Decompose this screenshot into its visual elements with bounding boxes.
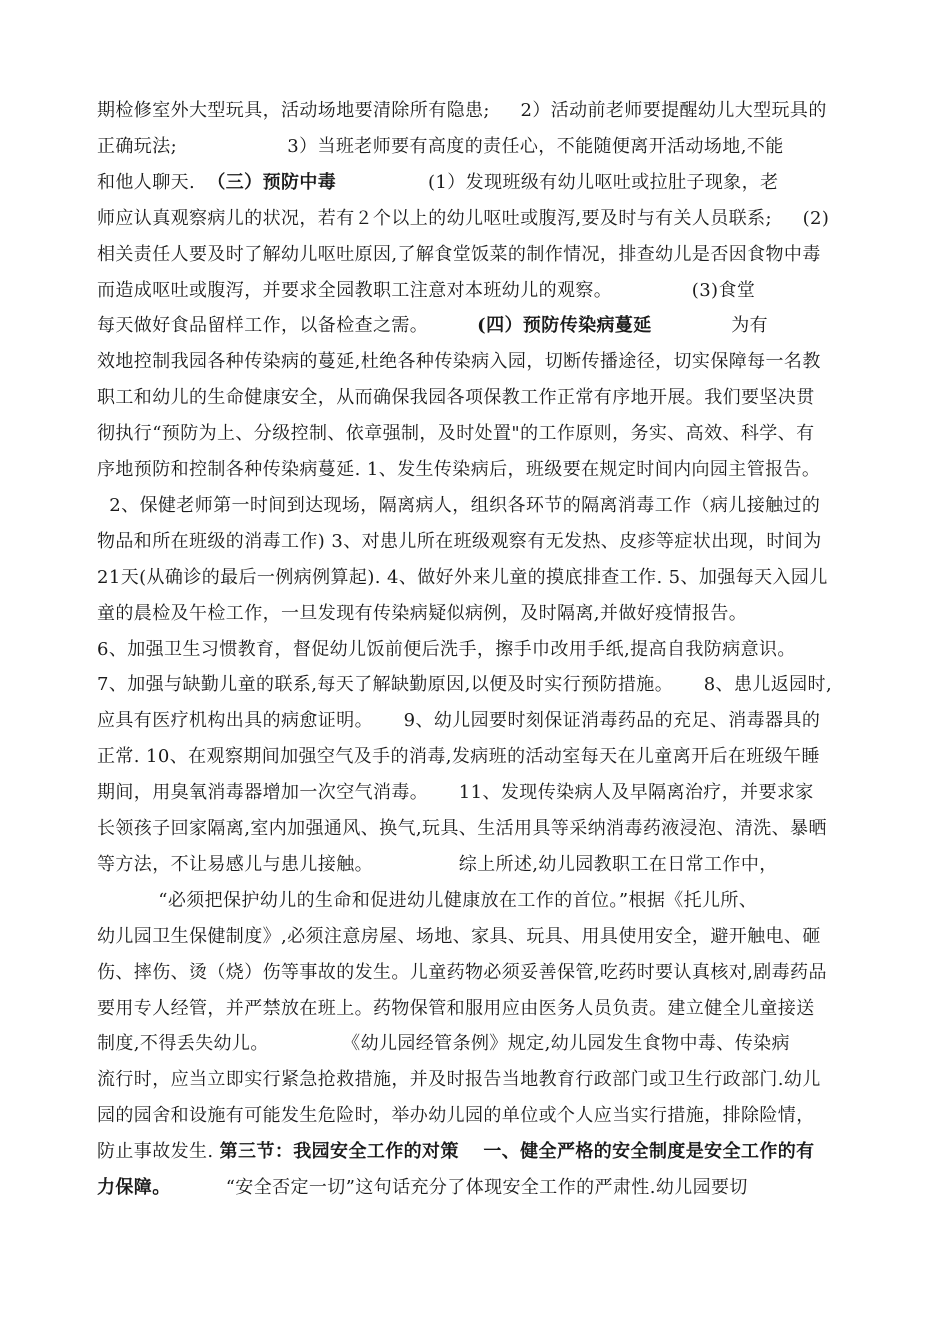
body-text: 效地控制我园各种传染病的蔓延,杜绝各种传染病入园，切断传播途径，切实保障每一名教 bbox=[97, 351, 821, 373]
body-text: 21天(从确诊的最后一例病例算起). 4、做好外来儿童的摸底排查工作. 5、加强每天入园儿 bbox=[97, 566, 828, 588]
text-line bbox=[97, 1028, 867, 1060]
body-text: 制度,不得丢失幼儿。 《幼儿园经管条例》规定,幼儿园发生食物中毒、传染病 bbox=[97, 1033, 790, 1055]
text-line bbox=[97, 95, 867, 127]
body-text: 幼儿园卫生保健制度》,必须注意房屋、场地、家具、玩具、用具使用安全，避开触电、砸 bbox=[97, 925, 821, 947]
body-text: 等方法，不让易感儿与患儿接触。 综上所述,幼儿园教职工在日常工作中， bbox=[97, 853, 778, 875]
bold-heading-text: 力保障。 bbox=[97, 1177, 171, 1198]
body-text: 序地预防和控制各种传染病蔓延. 1、发生传染病后，班级要在规定时间内向园主管报告。 bbox=[97, 459, 821, 480]
body-text: 和他人聊天. bbox=[97, 171, 208, 193]
text-line bbox=[97, 598, 867, 630]
body-text: 流行时，应当立即实行紧急抢救措施，并及时报告当地教育行政部门或卫生行政部门.幼儿 bbox=[97, 1069, 821, 1091]
body-text: 相关责任人要及时了解幼儿呕吐原因,了解食堂饭菜的制作情况，排查幼儿是否因食物中毒 bbox=[97, 243, 821, 265]
text-line bbox=[97, 203, 867, 235]
body-text: 为有 bbox=[651, 315, 769, 337]
text-line bbox=[97, 275, 867, 307]
text-line bbox=[97, 634, 867, 666]
bold-heading-text: 一、健全严格的安全制度是安全工作的有 bbox=[483, 1141, 815, 1163]
text-line bbox=[97, 741, 867, 773]
body-text: 伤、摔伤、烫（烧）伤等事故的发生。儿童药物必须妥善保管,吃药时要认真核对,剧毒药品 bbox=[97, 961, 827, 983]
bold-heading-text: （三）预防中毒 bbox=[207, 171, 337, 193]
body-text: 防止事故发生. bbox=[97, 1141, 220, 1163]
text-line bbox=[97, 1172, 867, 1204]
body-text: 每天做好食品留样工作，以备检查之需。 bbox=[97, 315, 478, 337]
body-text bbox=[459, 1141, 484, 1162]
text-line bbox=[97, 346, 867, 378]
text-line bbox=[97, 382, 867, 414]
body-text: 正确玩法; 3）当班老师要有高度的责任心，不能随便离开活动场地,不能 bbox=[97, 135, 784, 157]
body-text: 应具有医疗机构出具的病愈证明。 9、幼儿园要时刻保证消毒药品的充足、消毒器具的 bbox=[97, 710, 821, 732]
body-text: 正常. 10、在观察期间加强空气及手的消毒,发病班的活动室每天在儿童离开后在班级午睡 bbox=[97, 746, 820, 768]
text-line bbox=[97, 705, 867, 737]
text-line bbox=[97, 562, 867, 594]
text-line bbox=[97, 993, 867, 1025]
body-text: 园的园舍和设施有可能发生危险时，举办幼儿园的单位或个人应当实行措施，排除险情， bbox=[97, 1105, 815, 1127]
body-text: 6、加强卫生习惯教育，督促幼儿饭前便后洗手，擦手巾改用手纸,提高自我防病意识。 bbox=[97, 638, 796, 660]
body-text: 职工和幼儿的生命健康安全，从而确保我园各项保教工作正常有序地开展。我们要坚决贯 bbox=[97, 387, 815, 409]
body-text: 2、保健老师第一时间到达现场，隔离病人，组织各环节的隔离消毒工作（病儿接触过的 bbox=[97, 494, 821, 516]
bold-heading-text: 第三节：我园安全工作的对策 bbox=[219, 1141, 459, 1163]
text-line bbox=[97, 849, 867, 881]
text-line bbox=[97, 1100, 867, 1132]
text-line bbox=[97, 885, 867, 917]
body-text: 期检修室外大型玩具，活动场地要清除所有隐患; 2）活动前老师要提醒幼儿大型玩具的 bbox=[97, 100, 827, 121]
text-line bbox=[97, 167, 867, 199]
text-line bbox=[97, 454, 867, 486]
body-text: “必须把保护幼儿的生命和促进幼儿健康放在工作的首位。”根据《托儿所、 bbox=[97, 889, 758, 911]
body-text: (1）发现班级有幼儿呕吐或拉肚子现象，老 bbox=[336, 171, 779, 193]
body-text: 期间，用臭氧消毒器增加一次空气消毒。 11、发现传染病人及早隔离治疗，并要求家 bbox=[97, 782, 814, 804]
text-line bbox=[97, 921, 867, 953]
body-text: 彻执行“预防为上、分级控制、依章强制，及时处置"的工作原则，务实、高效、科学、有 bbox=[97, 423, 815, 445]
text-line bbox=[97, 131, 867, 163]
bold-heading-text: (四）预防传染病蔓延 bbox=[477, 315, 652, 337]
text-line bbox=[97, 957, 867, 989]
text-line bbox=[97, 1136, 867, 1168]
body-text: 而造成呕吐或腹泻，并要求全园教职工注意对本班幼儿的观察。 (3)食堂 bbox=[97, 279, 756, 301]
body-text: “安全否定一切”这句话充分了体现安全工作的严肃性.幼儿园要切 bbox=[170, 1177, 748, 1198]
text-line bbox=[97, 418, 867, 450]
body-text: 童的晨检及午检工作，一旦发现有传染病疑似病例，及时隔离,并做好疫情报告。 bbox=[97, 602, 748, 624]
body-text: 师应认真观察病儿的状况，若有２个以上的幼儿呕吐或腹泻,要及时与有关人员联系; (2) bbox=[97, 207, 830, 229]
text-line bbox=[97, 813, 867, 845]
text-line bbox=[97, 526, 867, 558]
text-line bbox=[97, 310, 867, 342]
body-text: 物品和所在班级的消毒工作) 3、对患儿所在班级观察有无发热、皮疹等症状出现，时间为 bbox=[97, 530, 822, 552]
text-line bbox=[97, 490, 867, 522]
text-line bbox=[97, 669, 867, 701]
body-text: 要用专人经管，并严禁放在班上。药物保管和服用应由医务人员负责。建立健全儿童接送 bbox=[97, 997, 815, 1019]
body-text: 长领孩子回家隔离,室内加强通风、换气,玩具、生活用具等采纳消毒药液浸泡、清洗、暴晒 bbox=[97, 818, 827, 839]
text-line bbox=[97, 777, 867, 809]
text-line bbox=[97, 1064, 867, 1096]
text-line bbox=[97, 239, 867, 271]
body-text: 7、加强与缺勤儿童的联系,每天了解缺勤原因,以便及时实行预防措施。 8、患儿返园时, bbox=[97, 674, 833, 696]
